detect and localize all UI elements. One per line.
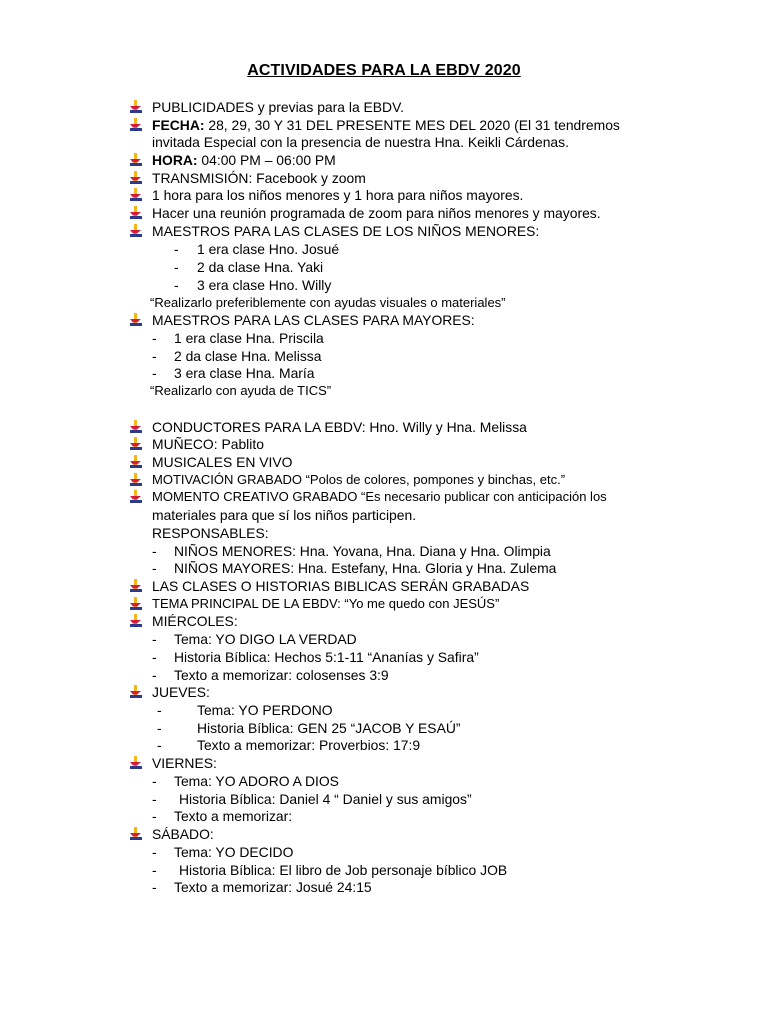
day-viernes: VIERNES: [152, 755, 217, 771]
arrow-bullet-icon [128, 827, 144, 842]
item-muneco: MUÑECO: Pablito [152, 436, 264, 452]
jue-historia: Historia Bíblica: GEN 25 “JACOB Y ESAÚ” [197, 720, 461, 736]
dash: - [152, 862, 157, 878]
menores-clase-1: 1 era clase Hno. Josué [197, 241, 340, 257]
sab-historia: Historia Bíblica: El libro de Job personaje bíblico JOB [179, 862, 508, 878]
dash: - [152, 773, 157, 789]
arrow-bullet-icon [128, 171, 144, 186]
vie-texto: Texto a memorizar: [174, 808, 293, 824]
mie-tema: Tema: YO DIGO LA VERDAD [174, 631, 357, 647]
dash: - [152, 667, 157, 683]
item-momento-cont: materiales para que sí los niños participen. [152, 507, 417, 523]
arrow-bullet-icon [128, 313, 144, 328]
arrow-bullet-icon [128, 455, 144, 470]
item-maestros-mayores: MAESTROS PARA LAS CLASES PARA MAYORES: [152, 312, 475, 328]
item-fecha [152, 116, 620, 134]
day-miercoles: MIÉRCOLES: [152, 613, 238, 629]
mie-historia: Historia Bíblica: Hechos 5:1-11 “Ananías y Safira” [174, 649, 479, 665]
dash: - [174, 277, 179, 293]
arrow-bullet-icon [128, 153, 144, 168]
arrow-bullet-icon [128, 420, 144, 435]
menores-nota: “Realizarlo preferiblemente con ayudas visuales o materiales” [150, 295, 506, 310]
day-sabado: SÁBADO: [152, 826, 214, 842]
menores-clase-3: 3 era clase Hno. Willy [197, 277, 332, 293]
arrow-bullet-icon [128, 118, 144, 133]
arrow-bullet-icon [128, 206, 144, 221]
item-clases-grabadas: LAS CLASES O HISTORIAS BIBLICAS SERÁN GRABADAS [152, 578, 530, 594]
mayores-clase-1: 1 era clase Hna. Priscila [174, 330, 324, 346]
dash: - [152, 560, 157, 576]
resp-mayores: NIÑOS MAYORES: Hna. Estefany, Hna. Gloria y Hna. Zulema [174, 560, 557, 576]
dash: - [152, 879, 157, 895]
item-momento: MOMENTO CREATIVO GRABADO “Es necesario publicar con anticipación los [152, 489, 607, 504]
hora-text: 04:00 PM – 06:00 PM [197, 152, 336, 168]
dash: - [152, 348, 157, 364]
dash: - [157, 702, 162, 718]
dash: - [152, 808, 157, 824]
item-musicales: MUSICALES EN VIVO [152, 454, 293, 470]
item-reunion: Hacer una reunión programada de zoom para niños menores y mayores. [152, 205, 601, 221]
jue-tema: Tema: YO PERDONO [197, 702, 333, 718]
item-conductores: CONDUCTORES PARA LA EBDV: Hno. Willy y Hna. Melissa [152, 419, 527, 435]
arrow-bullet-icon [128, 100, 144, 115]
vie-historia: Historia Bíblica: Daniel 4 “ Daniel y sus amigos” [179, 791, 472, 807]
page-title: ACTIVIDADES PARA LA EBDV 2020 [247, 62, 521, 79]
menores-clase-2: 2 da clase Hna. Yaki [197, 259, 324, 275]
dash: - [152, 844, 157, 860]
item-motivacion: MOTIVACIÓN GRABADO “Polos de colores, pompones y binchas, etc.” [152, 472, 566, 487]
item-maestros-menores: MAESTROS PARA LAS CLASES DE LOS NIÑOS MENORES: [152, 223, 540, 239]
mayores-clase-3: 3 era clase Hna. María [174, 365, 315, 381]
mayores-nota: “Realizarlo con ayuda de TICS” [150, 383, 332, 398]
jue-texto: Texto a memorizar: Proverbios: 17:9 [197, 737, 421, 753]
dash: - [157, 737, 162, 753]
arrow-bullet-icon [128, 614, 144, 629]
dash: - [157, 720, 162, 736]
arrow-bullet-icon [128, 188, 144, 203]
arrow-bullet-icon [128, 756, 144, 771]
arrow-bullet-icon [128, 579, 144, 594]
sab-tema: Tema: YO DECIDO [174, 844, 294, 860]
dash: - [152, 791, 157, 807]
mayores-clase-2: 2 da clase Hna. Melissa [174, 348, 322, 364]
dash: - [174, 259, 179, 275]
dash: - [152, 543, 157, 559]
dash: - [152, 649, 157, 665]
arrow-bullet-icon [128, 490, 144, 505]
dash: - [152, 365, 157, 381]
arrow-bullet-icon [128, 437, 144, 452]
arrow-bullet-icon [128, 224, 144, 239]
item-publicidades: PUBLICIDADES y previas para la EBDV. [152, 99, 404, 115]
item-hora [152, 151, 336, 169]
sab-texto: Texto a memorizar: Josué 24:15 [174, 879, 372, 895]
arrow-bullet-icon [128, 597, 144, 612]
vie-tema: Tema: YO ADORO A DIOS [174, 773, 339, 789]
item-responsables: RESPONSABLES: [152, 525, 269, 541]
arrow-bullet-icon [128, 685, 144, 700]
day-jueves: JUEVES: [152, 684, 210, 700]
fecha-label: FECHA: [152, 117, 205, 133]
hora-label: HORA: [152, 152, 198, 168]
dash: - [152, 631, 157, 647]
item-fecha-cont: invitada Especial con la presencia de nuestra Hna. Keikli Cárdenas. [152, 134, 569, 150]
arrow-bullet-icon [128, 473, 144, 488]
dash: - [152, 330, 157, 346]
dash: - [174, 241, 179, 257]
mie-texto: Texto a memorizar: colosenses 3:9 [174, 667, 389, 683]
item-hora-ninos: 1 hora para los niños menores y 1 hora para niños mayores. [152, 187, 524, 203]
item-tema-principal: TEMA PRINCIPAL DE LA EBDV: “Yo me quedo con JESÚS” [152, 596, 500, 611]
fecha-text: 28, 29, 30 Y 31 DEL PRESENTE MES DEL 2020 (El 31 tendremos [204, 117, 620, 133]
item-transmision: TRANSMISIÓN: Facebook y zoom [152, 170, 366, 186]
resp-menores: NIÑOS MENORES: Hna. Yovana, Hna. Diana y Hna. Olimpia [174, 543, 551, 559]
